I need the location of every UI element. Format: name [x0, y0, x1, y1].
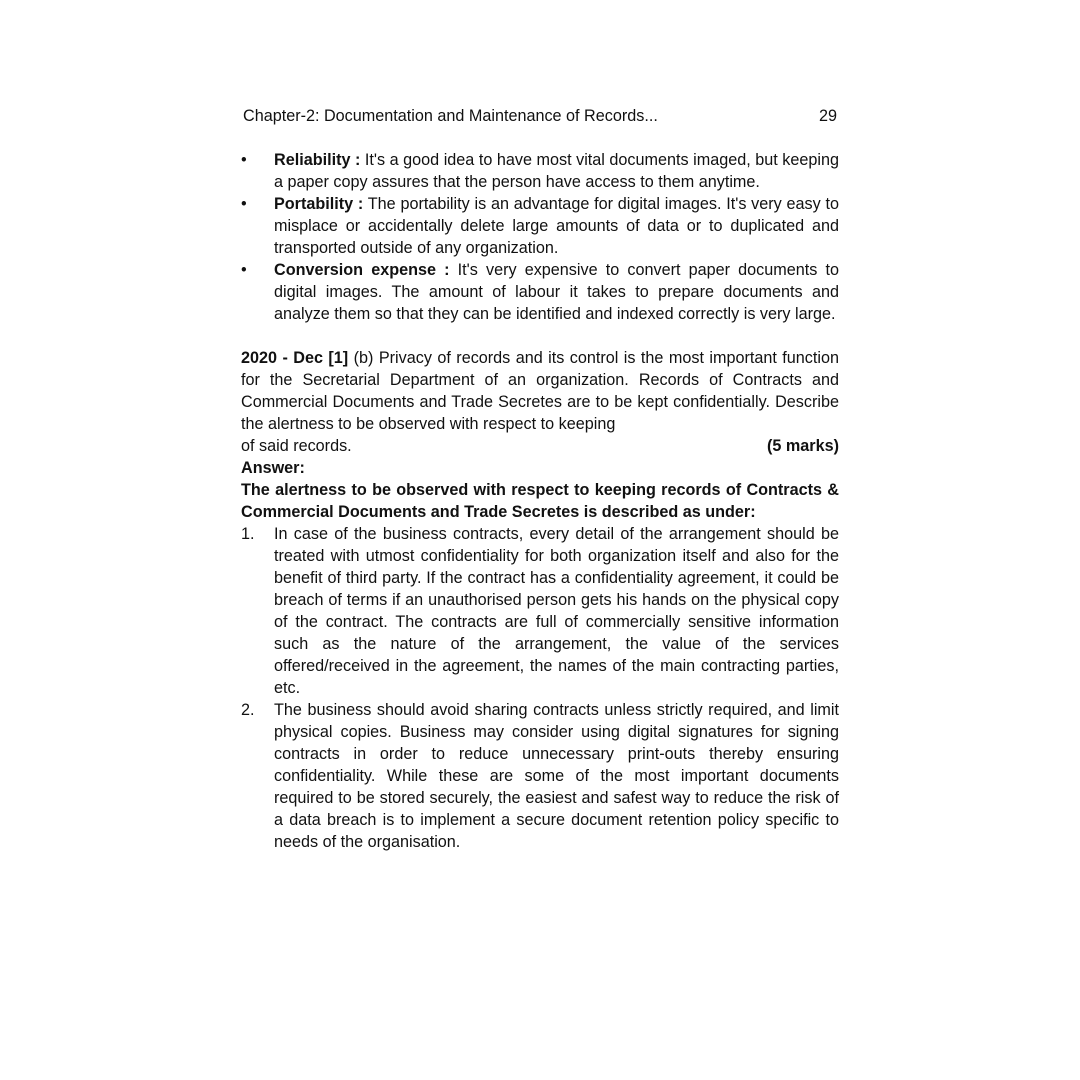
answer-label: Answer:: [241, 459, 305, 477]
question-last-line: [241, 435, 839, 457]
point-text: The business should avoid sharing contracts unless strictly required, and limit physical copies. Business may consider using digital signatures for signing contracts in order to reduce unnecessary print-outs thereby ensuring confidentiality. While these are some of the most important documents required to be stored securely, the easiest and safest way to reduce the risk of a data breach is to implement a secure document retention policy specific to needs of the organisation.: [274, 701, 839, 851]
bullet-marker: •: [241, 195, 247, 213]
answer-point: [241, 523, 839, 699]
list-item: [241, 149, 839, 193]
answer-points: [241, 523, 839, 853]
running-header: [243, 105, 839, 127]
exam-question: [241, 347, 839, 457]
item-text: It's a good idea to have most vital documents imaged, but keeping a paper copy assures that the person have access to them anytime.: [274, 151, 839, 191]
bullet-marker: •: [241, 261, 247, 279]
answer-heading: The alertness to be observed with respect to keeping records of Contracts & Commercial Documents and Trade Secretes is described as under:: [241, 481, 839, 521]
term-portability: Portability :: [274, 195, 364, 213]
term-conversion-expense: Conversion expense :: [274, 261, 450, 279]
page-number: 29: [818, 107, 837, 125]
question-text: (b) Privacy of records and its control is the most important function for the Secretarial Department of an organization. Records of Contracts and Commercial Documents and Trade Secretes are to be kept confidentially. Describe the alertness to be observed with respect to keeping: [241, 349, 840, 433]
advantages-list: [241, 149, 839, 325]
bullet-marker: •: [241, 151, 247, 169]
list-item: [241, 193, 839, 259]
point-number: 2.: [241, 701, 255, 719]
point-text: In case of the business contracts, every detail of the arrangement should be treated with utmost confidentiality for both organization itself and also for the benefit of third party. If the contract has a confidentiality agreement, it could be breach of terms if an unauthorised person gets his hands on the physical copy of the contract. The contracts are full of commercially sensitive information such as the nature of the arrangement, the value of the services offered/received in the agreement, the names of the main contracting parties, etc.: [274, 525, 839, 697]
document-page: [241, 105, 839, 853]
marks-label: (5 marks): [767, 437, 839, 455]
chapter-title: Chapter-2: Documentation and Maintenance of Records...: [243, 107, 658, 125]
list-item: [241, 259, 839, 325]
item-text: The portability is an advantage for digital images. It's very easy to misplace or accidentally delete large amounts of data or to duplicated and transported outside of any organization.: [274, 195, 839, 257]
answer-point: [241, 699, 839, 853]
point-number: 1.: [241, 525, 255, 543]
question-last-text: of said records.: [241, 437, 352, 455]
term-reliability: Reliability :: [274, 151, 361, 169]
question-reference: 2020 - Dec [1]: [241, 349, 349, 367]
item-text: It's very expensive to convert paper documents to digital images. The amount of labour it takes to prepare documents and analyze them so that they can be identified and indexed correctly is very large.: [274, 261, 839, 323]
